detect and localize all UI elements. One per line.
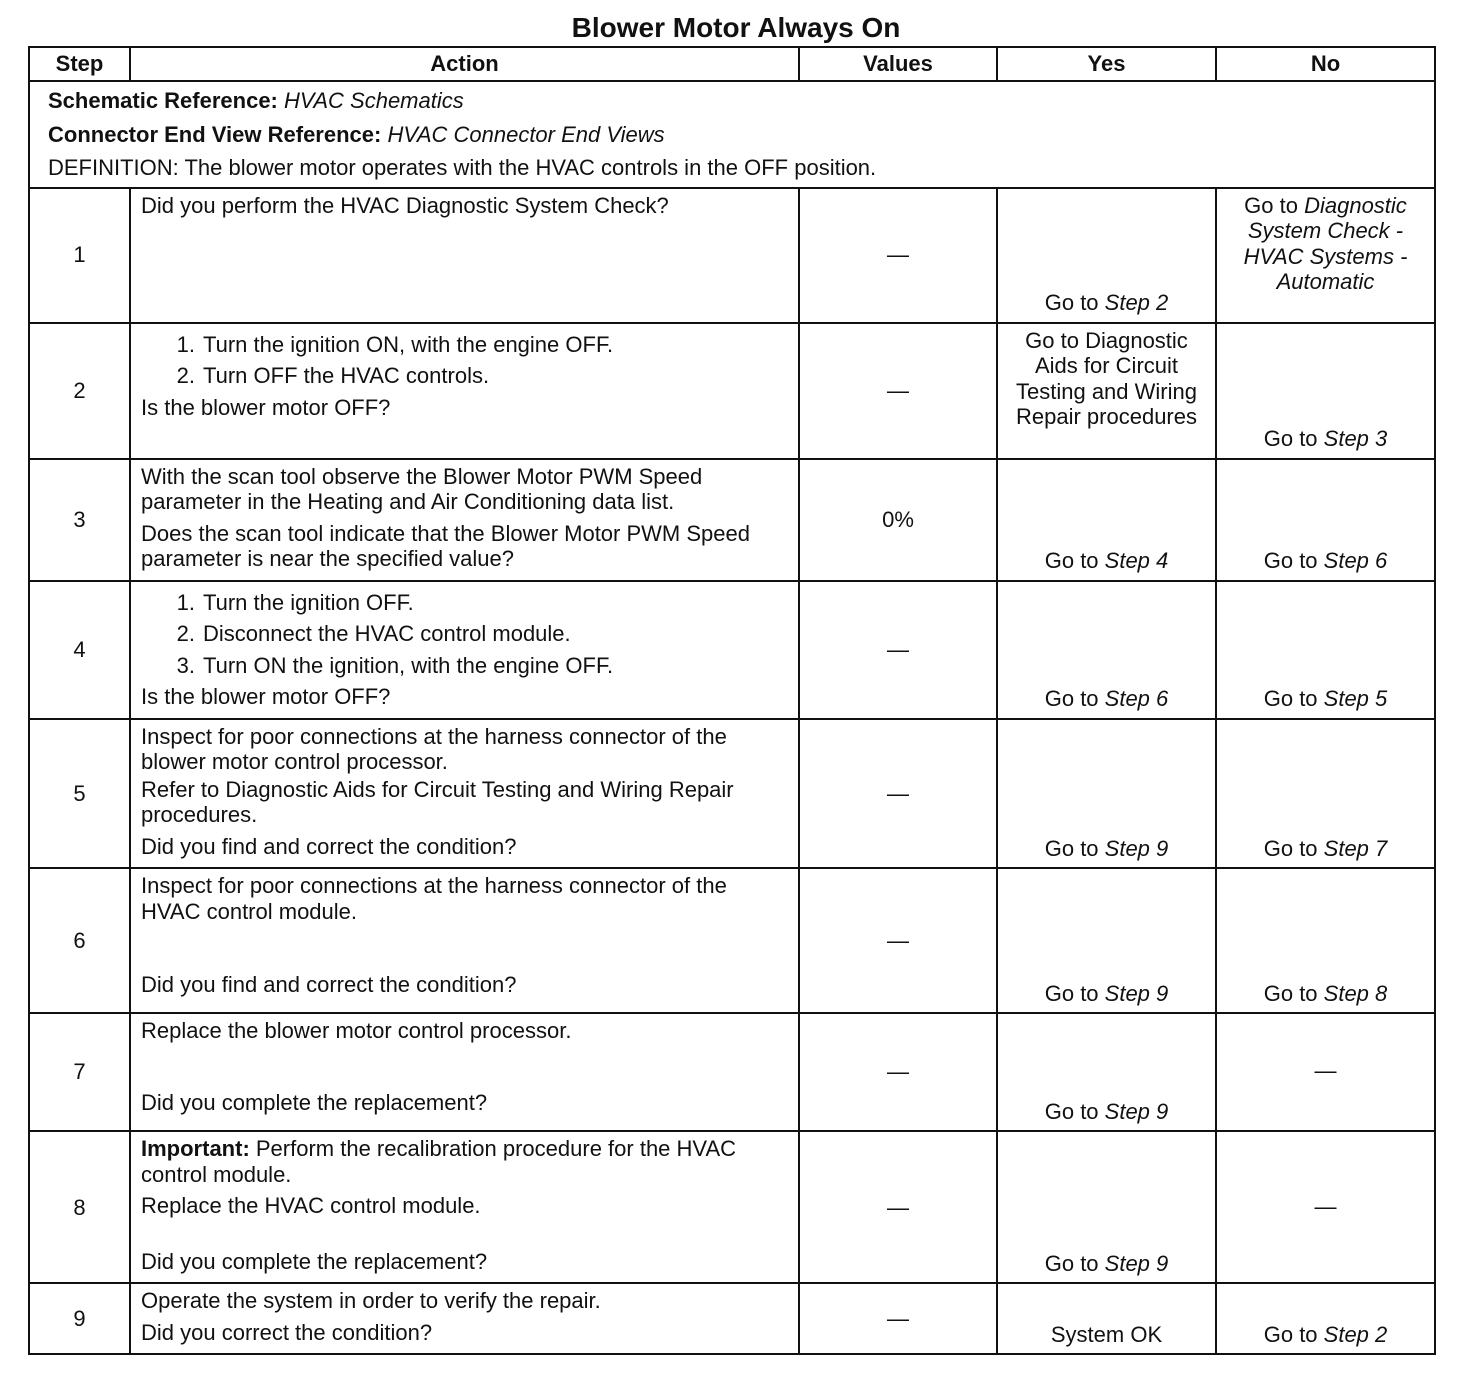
no-cell: — <box>1216 1131 1435 1283</box>
yes-prefix: Go to <box>1044 686 1105 712</box>
yes-cell <box>997 581 1216 719</box>
important-label: Important: <box>141 1136 250 1162</box>
action-cell <box>130 459 799 581</box>
important-text: Perform the recalibration procedure for the HVAC control module. <box>141 1136 737 1187</box>
no-link: Step 2 <box>1323 1321 1388 1347</box>
list-item-text: Turn ON the ignition, with the engine OFF. <box>203 652 614 678</box>
question-text: Did you correct the condition? <box>141 1319 433 1345</box>
step-row-4 <box>29 581 1435 719</box>
list-item-text: Disconnect the HVAC control module. <box>203 621 571 647</box>
action-cell <box>130 1283 799 1354</box>
yes-link: Step 9 <box>1104 1098 1169 1124</box>
step-row-2 <box>29 323 1435 459</box>
value-cell: — <box>799 1131 997 1283</box>
yes-cell: System OK <box>997 1283 1216 1354</box>
step-number: 6 <box>29 868 130 1013</box>
yes-link: Step 9 <box>1104 835 1169 861</box>
no-cell <box>1216 581 1435 719</box>
no-prefix: Go to <box>1263 686 1324 712</box>
diagnostic-table <box>28 46 1436 1355</box>
value-cell: — <box>799 719 997 869</box>
value-cell: 0% <box>799 459 997 581</box>
yes-cell <box>997 868 1216 1013</box>
no-prefix: Go to <box>1263 426 1324 452</box>
action-cell <box>130 1131 799 1283</box>
connector-reference <box>48 122 1416 148</box>
page-title: Blower Motor Always On <box>571 12 901 43</box>
yes-cell <box>997 1013 1216 1131</box>
value-cell: — <box>799 1283 997 1354</box>
step-number: 7 <box>29 1013 130 1131</box>
instruction-text: Refer to Diagnostic Aids for Circuit Testing and Wiring Repair procedures. <box>141 776 734 828</box>
step-row-6 <box>29 868 1435 1013</box>
action-cell <box>130 323 799 459</box>
reference-cell <box>29 81 1435 188</box>
action-cell <box>130 188 799 323</box>
question-text: Is the blower motor OFF? <box>141 394 391 420</box>
action-cell <box>130 1013 799 1131</box>
yes-prefix: Go to <box>1044 835 1105 861</box>
step-row-3 <box>29 459 1435 581</box>
step-row-7 <box>29 1013 1435 1131</box>
no-link: Step 6 <box>1323 548 1388 574</box>
no-prefix: Go to <box>1263 980 1324 1006</box>
no-link: Step 7 <box>1323 835 1388 861</box>
connector-reference-label: Connector End View Reference: <box>48 121 382 147</box>
question-text: Is the blower motor OFF? <box>141 684 391 710</box>
schematic-reference <box>48 88 1416 114</box>
list-item: 1. Turn the ignition OFF. <box>176 589 414 615</box>
yes-cell <box>997 188 1216 323</box>
step-number: 2 <box>29 323 130 459</box>
value-cell: — <box>799 581 997 719</box>
reference-row <box>29 81 1435 188</box>
question-text: Did you find and correct the condition? <box>141 833 517 859</box>
step-row-1 <box>29 188 1435 323</box>
yes-cell <box>997 719 1216 869</box>
no-cell <box>1216 719 1435 869</box>
schematic-reference-label: Schematic Reference: <box>48 88 278 113</box>
question-text: Does the scan tool indicate that the Blower Motor PWM Speed parameter is near the specified value? <box>141 520 750 572</box>
no-link: Diagnostic System Check - HVAC Systems - Automatic <box>1243 192 1408 295</box>
yes-cell: Go to Diagnostic Aids for Circuit Testing and Wiring Repair procedures <box>997 323 1216 459</box>
instruction-text: Replace the blower motor control processor. <box>141 1018 572 1044</box>
instruction-text: With the scan tool observe the Blower Motor PWM Speed parameter in the Heating and Air Conditioning data list. <box>141 463 703 515</box>
yes-prefix: Go to <box>1044 548 1105 574</box>
step-number: 5 <box>29 719 130 869</box>
no-prefix: Go to <box>1244 192 1305 218</box>
list-item: 2. Turn OFF the HVAC controls. <box>176 363 490 389</box>
list-item: 3. Turn ON the ignition, with the engine OFF. <box>176 652 614 678</box>
question-text: Did you complete the replacement? <box>141 1248 488 1274</box>
header-values: Values <box>799 47 997 81</box>
yes-prefix: Go to <box>1044 1250 1105 1276</box>
instruction-text: Inspect for poor connections at the harness connector of the HVAC control module. <box>141 873 727 924</box>
yes-link: Step 6 <box>1104 686 1169 712</box>
list-item: 2. Disconnect the HVAC control module. <box>176 621 571 647</box>
yes-link: Step 9 <box>1104 1250 1169 1276</box>
no-link: Step 8 <box>1323 980 1388 1006</box>
step-row-5 <box>29 719 1435 869</box>
no-cell <box>1216 188 1435 323</box>
instruction-text: Operate the system in order to verify the repair. <box>141 1288 601 1314</box>
header-no: No <box>1216 47 1435 81</box>
header-row <box>29 47 1435 81</box>
yes-link: Step 2 <box>1104 290 1169 316</box>
step-number: 3 <box>29 459 130 581</box>
no-link: Step 3 <box>1323 426 1388 452</box>
no-cell <box>1216 323 1435 459</box>
list-item-text: Turn OFF the HVAC controls. <box>203 363 490 389</box>
step-number: 4 <box>29 581 130 719</box>
definition: DEFINITION: The blower motor operates with the HVAC controls in the OFF position. <box>48 155 877 181</box>
list-item-text: Turn the ignition ON, with the engine OFF. <box>203 331 614 357</box>
step-number: 9 <box>29 1283 130 1354</box>
header-action: Action <box>130 47 799 81</box>
step-row-8 <box>29 1131 1435 1283</box>
yes-cell <box>997 459 1216 581</box>
instruction-text: Inspect for poor connections at the harness connector of the blower motor control processor. <box>141 723 727 775</box>
header-step: Step <box>29 47 130 81</box>
list-item-text: Turn the ignition OFF. <box>203 589 414 615</box>
yes-prefix: Go to <box>1044 980 1105 1006</box>
no-prefix: Go to <box>1263 1321 1324 1347</box>
connector-reference-value: HVAC Connector End Views <box>387 121 665 147</box>
action-cell <box>130 581 799 719</box>
list-item: 1. Turn the ignition ON, with the engine OFF. <box>176 331 614 357</box>
no-prefix: Go to <box>1263 548 1324 574</box>
schematic-reference-value: HVAC Schematics <box>284 88 464 113</box>
yes-link: Step 4 <box>1104 548 1169 574</box>
no-prefix: Go to <box>1263 835 1324 861</box>
yes-prefix: Go to <box>1044 290 1105 316</box>
value-cell: — <box>799 188 997 323</box>
no-cell: — <box>1216 1013 1435 1131</box>
value-cell: — <box>799 1013 997 1131</box>
step-row-9 <box>29 1283 1435 1354</box>
no-cell <box>1216 868 1435 1013</box>
value-cell: — <box>799 323 997 459</box>
value-cell: — <box>799 868 997 1013</box>
question-text: Did you complete the replacement? <box>141 1089 488 1115</box>
step-number: 8 <box>29 1131 130 1283</box>
action-cell <box>130 719 799 869</box>
no-link: Step 5 <box>1323 686 1388 712</box>
header-yes: Yes <box>997 47 1216 81</box>
instruction-text: Replace the HVAC control module. <box>141 1193 481 1219</box>
yes-cell <box>997 1131 1216 1283</box>
step-number: 1 <box>29 188 130 323</box>
question-text: Did you find and correct the condition? <box>141 972 517 998</box>
no-cell <box>1216 1283 1435 1354</box>
action-cell <box>130 868 799 1013</box>
question-text: Did you perform the HVAC Diagnostic System Check? <box>141 192 669 218</box>
no-cell <box>1216 459 1435 581</box>
important-note <box>141 1136 788 1187</box>
yes-link: Step 9 <box>1104 980 1169 1006</box>
yes-prefix: Go to <box>1044 1098 1105 1124</box>
